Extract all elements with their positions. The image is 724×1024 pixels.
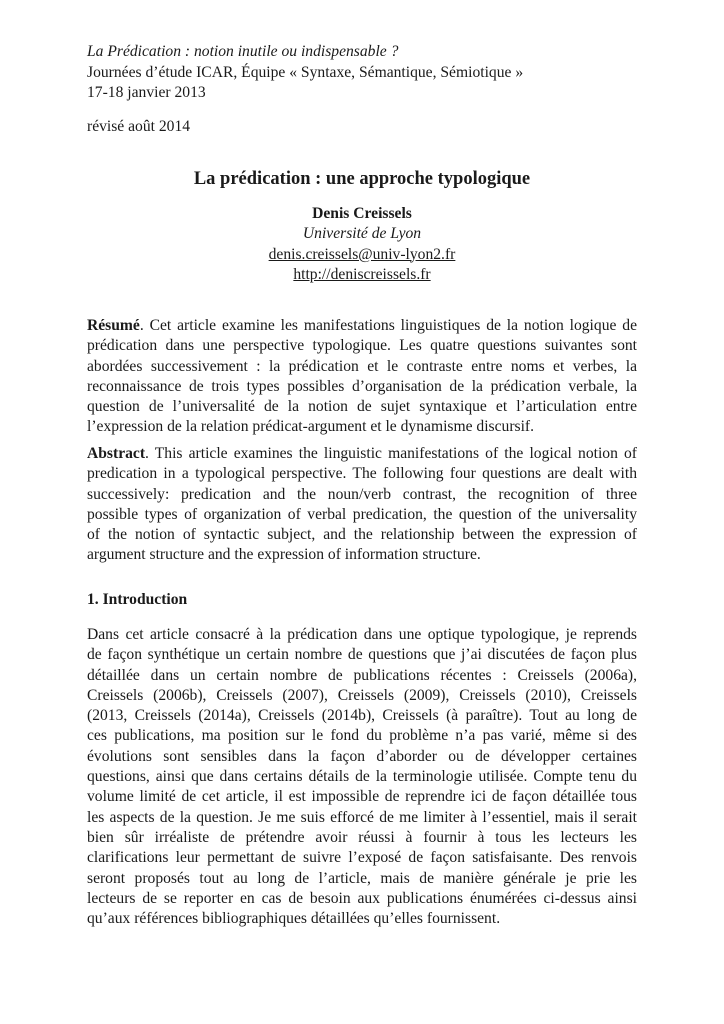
author-email-link[interactable]: denis.creissels@univ-lyon2.fr [268,245,456,263]
text-line: questions, ainsi que dans certains détails de la terminologie utilisée. Compte tenu du [87,768,637,786]
introduction-paragraph [87,625,637,929]
text-line: (2013, Creissels (2014a), Creissels (2014b), Creissels (à paraître). Tout au long de [87,707,637,725]
text-line: possible types of organization of verbal predication, the question of the universality [87,505,637,523]
text-line: of the notion of syntactic subject, and the relationship between the expression of [87,526,637,544]
text-line: argument structure and the expression of information structure. [87,546,481,564]
event-line: Journées d’étude ICAR, Équipe « Syntaxe, Sémantique, Sémiotique » [87,63,524,81]
text-line: prédication dans une perspective typologique. Les quatre questions suivantes sont [87,337,637,355]
text-line: abordées successivement : la prédication et le contraste entre noms et verbes, la [87,357,637,375]
text-line: question de l’universalité de la notion de sujet syntaxique et l’articulation entre [87,398,637,416]
author-website-link[interactable]: http://deniscreissels.fr [293,265,431,283]
text-line: bien sûr irréaliste de prétendre avoir réussi à fournir à tous les lecteurs les [87,828,637,846]
text-line: reconnaissance de trois types possibles d’organisation de la prédication verbale, la [87,377,637,395]
text-line: ces publications, ma position sur le fond du problème n’a pas varié, même si des [87,727,637,745]
author-affiliation: Université de Lyon [302,225,422,243]
text-line: successively: predication and the noun/verb contrast, the recognition of three [87,485,637,503]
text-line: Résumé. Cet article examine les manifestations linguistiques de la notion logique de [87,317,637,334]
text-line: les aspects de la question. Je me suis efforcé de me limiter à l’essentiel, mais il serait [87,808,637,826]
text-line: Dans cet article consacré à la prédication dans une optique typologique, je reprends [87,626,637,643]
revision-date: révisé août 2014 [87,118,191,135]
resume-label: Résumé [87,317,140,334]
text-line: l’expression de la relation prédicat-argument et le dynamisme discursif. [87,418,535,436]
conference-title: La Prédication : notion inutile ou indispensable ? [87,43,399,60]
paper-title: La prédication : une approche typologique [193,169,531,189]
text-line: évolutions sont sensibles dans la façon d’aborder ou de développer certaines [87,747,637,765]
resume-paragraph [87,316,637,438]
conference-header [87,42,523,104]
abstract-paragraph [87,444,637,566]
text-line: volume limité de cet article, il est impossible de reprendre ici de façon détaillée tous [87,788,637,806]
text-line: clarifications leur permettant de suivre l’exposé de façon satisfaisante. Des renvois [87,849,637,867]
abstract-label: Abstract [87,445,146,462]
text-line: Abstract. This article examines the linguistic manifestations of the logical notion of [87,445,637,462]
author-block [0,204,724,285]
text-line: qu’aux références bibliographiques détaillées qu’elles fournissent. [87,910,501,928]
text-line: seront proposés tout au long de l’article, mais de manière générale je prie les [87,869,637,887]
section-heading-introduction: 1. Introduction [87,591,188,608]
text-line: predication in a typological perspective. The following four questions are dealt with [87,465,637,483]
text-line: Creissels (2006b), Creissels (2007), Creissels (2009), Creissels (2010), Creissels [87,686,637,704]
event-dates: 17-18 janvier 2013 [87,84,206,101]
text-line: détaillée dans un certain nombre de publications récentes : Creissels (2006a), [87,666,637,684]
author-name: Denis Creissels [312,205,412,222]
text-line: lecteurs de se reporter en cas de besoin aux publications énumérées ci-dessus ainsi [87,889,637,907]
text-line: de façon synthétique un certain nombre de questions que j’ai discutées de façon plus [87,646,637,664]
